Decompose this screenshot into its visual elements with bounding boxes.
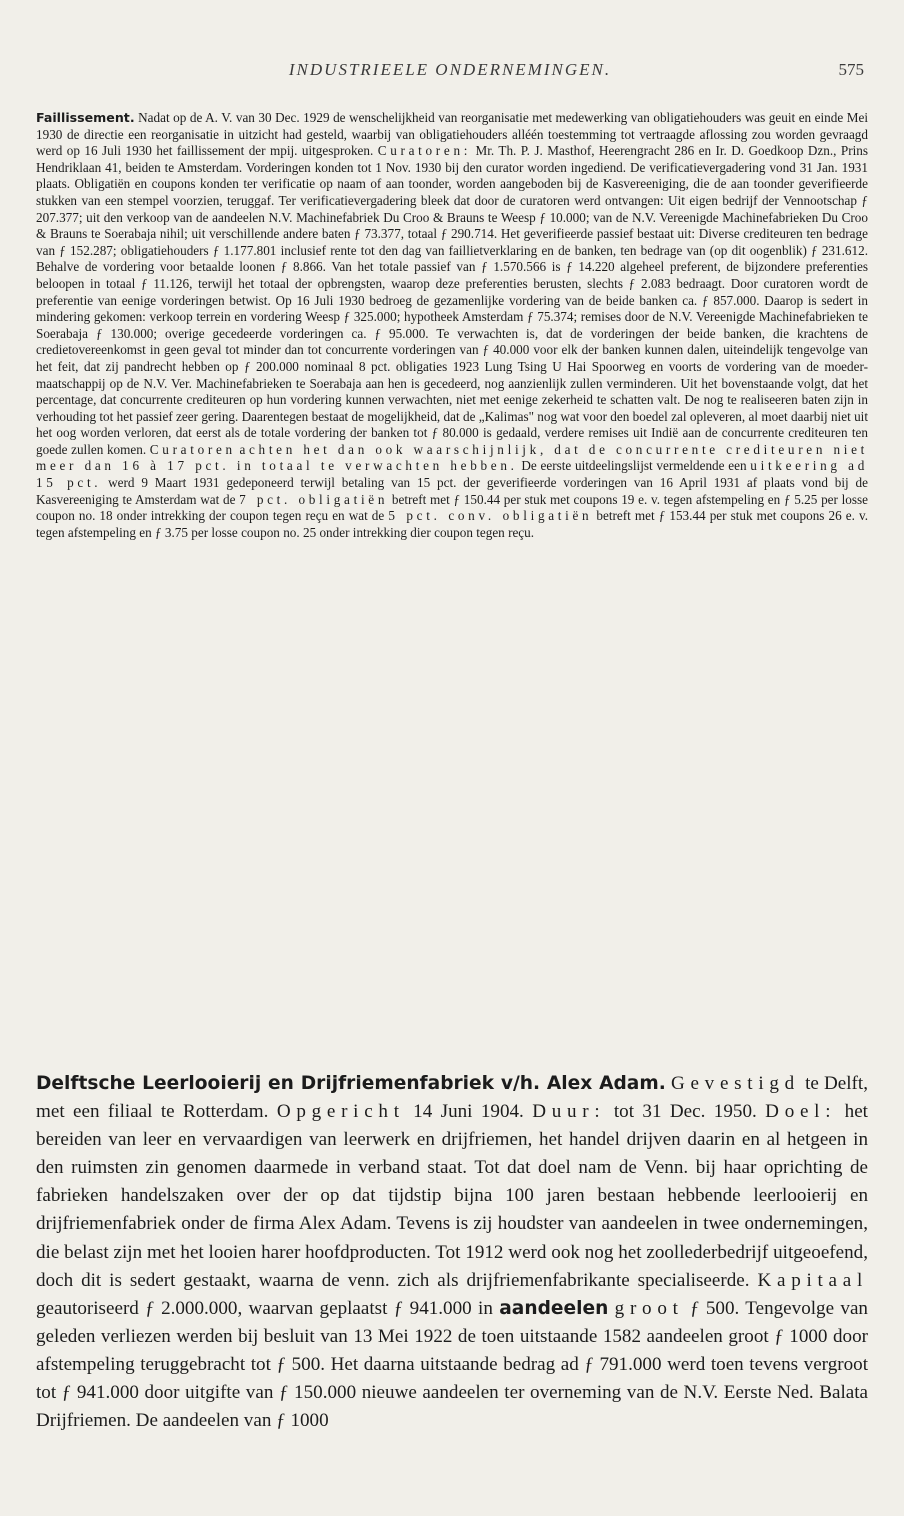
spaced-emphasis: uitkeering ad 15 pct. — [36, 458, 869, 491]
aandeelen-label: aandeelen — [499, 1297, 609, 1319]
section-heading: Faillissement. — [36, 110, 135, 125]
spaced-emphasis: 5 pct. conv. obligatiën — [388, 508, 593, 524]
page-number: 575 — [838, 60, 864, 79]
entry-text: te Delft, met een filiaal te Rotterdam. — [36, 1073, 868, 1123]
field-label: Gevestigd — [670, 1073, 800, 1094]
paragraph-text: Mr. Th. P. J. Masthof, Heerengracht 286 en Ir. D. Goedkoop Dzn., Prins Hendriklaan 41, beiden te Amsterdam. Vorderingen konden tot 1 Nov. 1930 bij den curator worden ingediend. De verificatievergadering vond 31 Jan. 1931 plaats. Obligatiën en coupons konden ter verificatie op naam of aan toonder, worden aangeboden bij de Kasvereeniging, die de aan toonder geverifieerde stukken van een stempel voorzien, teruggaf. Ter verificatievergadering bleek dat door de curatoren werd ontvangen: Uit eigen bedrijf der Vennootschap ƒ 207.377; uit den verkoop van de aandeelen N.V. Machinefabriek Du Croo & Brauns te Weesp ƒ 10.000; van de N.V. Vereenigde Machinefabrieken Du Croo & Brauns te Soerabaja nihil; uit verschillende andere baten ƒ 73.377, totaal ƒ 290.714. Het geverifieerde passief bestaat uit: Diverse crediteuren ten bedrage van ƒ 152.287; obligatiehouders ƒ 1.177.801 inclusief rente tot den dag van faillietverklaring en de banken, ten bedrage van (op dit oogenblik) ƒ 231.612. Behalve de vordering voor betaalde loonen ƒ 8.866. Van het totale passief van ƒ 1.570.566 is ƒ 14.220 algeheel preferent, de bijzondere preferenties beloopen in totaal ƒ 11.126, terwijl het totaal der opbrengsten, waarop deze preferenties berusten, slechts ƒ 2.083 bedraagt. Door curatoren wordt de preferentie van eenige vorderingen betwist. Op 16 Juli 1930 bedroeg de gezamenlijke vordering van de beide banken ca. ƒ 857.000. Daarop is sedert in mindering gekomen: verkoop terrein en vordering Weesp ƒ 325.000; hypotheek Amsterdam ƒ 75.374; remises door de N.V. Vereenigde Machinefabrieken te Soerabaja ƒ 130.000; overige gecedeerde vorderingen ca. ƒ 95.000. Te verwachten is, dat de vorderingen der beide banken, die krachtens de credietovereenkomst in geen geval tot minder dan tot concurrente vorderingen van ƒ 40.000 voor elk der banken kunnen dalen, uiteindelijk tengevolge van het feit, dat zij pandrecht hebben op ƒ 200.000 nominaal 8 pct. obligaties 1923 Lung Tsing U Hai Spoorweg en voorts de vordering van de moeder-maatschappij op de N.V. Ver. Machinefabrieken te Soerabaja aan hen is gecedeerd, nog aanzienlijk zullen verminderen. Uit het bovenstaande volgt, dat het percentage, dat concurrente crediteuren op hun vordering kunnen verwachten, niet met eenige zekerheid te schatten valt. De nog te realiseeren baten zijn in verhouding tot het passief zeer gering. Daarentegen bestaat de mogelijkheid, dat de „Kalimas" nog wat voor den boedel zal opleveren, al moet daarbij niet uit het oog worden verloren, dat eerst als de totale vordering der banken tot ƒ 80.000 is gedaald, verdere remises uit Indië aan de concurrente crediteuren ten goede zullen komen. — [36, 143, 869, 457]
entry-text: geautoriseerd ƒ 2.000.000, waarvan geplaatst ƒ 941.000 in — [36, 1297, 493, 1319]
entry-text: ƒ 500. Tengevolge van geleden verliezen werden bij besluit van 13 Mei 1922 de toen uitstaande 1582 aandeelen groot ƒ 1000 door afstempeling teruggebracht tot ƒ 500. Het daarna uitstaande bedrag ad ƒ 791.000 werd toen tevens vergroot tot ƒ 941.000 door uitgifte van ƒ 150.000 nieuwe aandeelen ter overneming van de N.V. Eerste Ned. Balata Drijfriemen. De aandeelen van ƒ 1000 — [36, 1297, 868, 1432]
spaced-statement: achten het dan ook waarschijnlijk, dat de concurrente crediteuren niet meer dan 16 à 17 pct. in totaal te verwachten hebben. — [36, 441, 869, 474]
curatoren-label: Curatoren: — [377, 143, 472, 159]
company-heading: Delftsche Leerlooierij en Drijfriemenfabriek v/h. Alex Adam. — [36, 1073, 666, 1094]
curatoren-label: Curatoren — [149, 441, 236, 457]
company-entry — [36, 1070, 868, 1435]
entry-text: tot 31 Dec. 1950. — [613, 1101, 757, 1123]
field-label: groot — [614, 1297, 684, 1319]
paragraph-text: betreft met ƒ 153.44 per stuk met coupons 26 e. v. tegen afstempeling en ƒ 3.75 per losse coupon no. 25 onder intrekking dier coupon tegen reçu. — [36, 508, 868, 540]
paragraph-text: De eerste uitdeelingslijst vermeldende een — [521, 458, 747, 474]
field-label: Doel: — [765, 1101, 837, 1123]
running-header — [36, 60, 864, 86]
entry-text: 14 Juni 1904. — [413, 1101, 524, 1123]
faillissement-section — [36, 110, 868, 541]
paragraph-text: betreft met ƒ 150.44 per stuk met coupons 19 e. v. tegen afstempeling en ƒ 5.25 per losse coupon no. 18 onder intrekking der coupon tegen reçu en wat de — [36, 491, 869, 524]
running-title: INDUSTRIEELE ONDERNEMINGEN. — [288, 60, 612, 79]
entry-text: het bereiden van leer en vervaardigen van leerwerk en drijfriemen, het handel drijven daarin en al hetgeen in den ruimsten zin genomen daarmede in verband staat. Tot dat doel nam de Venn. bij haar oprichting de fabrieken handelszaken over der op dat tijdstip bijna 100 jaren bestaan hebbende leerlooierij en drijfriemenfabriek onder de firma Alex Adam. Tevens is zij houdster van aandeelen in twee ondernemingen, die belast zijn met het looien harer hoofdproducten. Tot 1912 werd ook nog het zoollederbedrijf uitgeoefend, doch dit is sedert gestaakt, waarna de venn. zich als drijfriemenfabrikante specialiseerde. — [36, 1101, 868, 1291]
spaced-emphasis: 7 pct. obligatiën — [239, 491, 389, 507]
field-label: Kapitaal — [757, 1269, 868, 1291]
paragraph-text: werd 9 Maart 1931 gedeponeerd terwijl betaling van 15 pct. der geverifieerde vorderingen van 16 April 1931 af plaats vond bij de Kasvereeniging te Amsterdam wat de — [36, 475, 869, 507]
field-label: Duur: — [532, 1101, 606, 1123]
field-label: Opgericht — [276, 1101, 405, 1123]
paragraph-text: Nadat op de A. V. van 30 Dec. 1929 de wenschelijkheid van reorganisatie met medewerking van obligatiehouders was geuit en einde Mei 1930 de directie een reorganisatie in uitzicht had gesteld, waarbij van obligatiehouders alléén toestemming tot vertraagde aflossing zou worden gevraagd werd op 16 Juli 1930 het faillissement der mpij. uitgesproken. — [36, 110, 868, 159]
